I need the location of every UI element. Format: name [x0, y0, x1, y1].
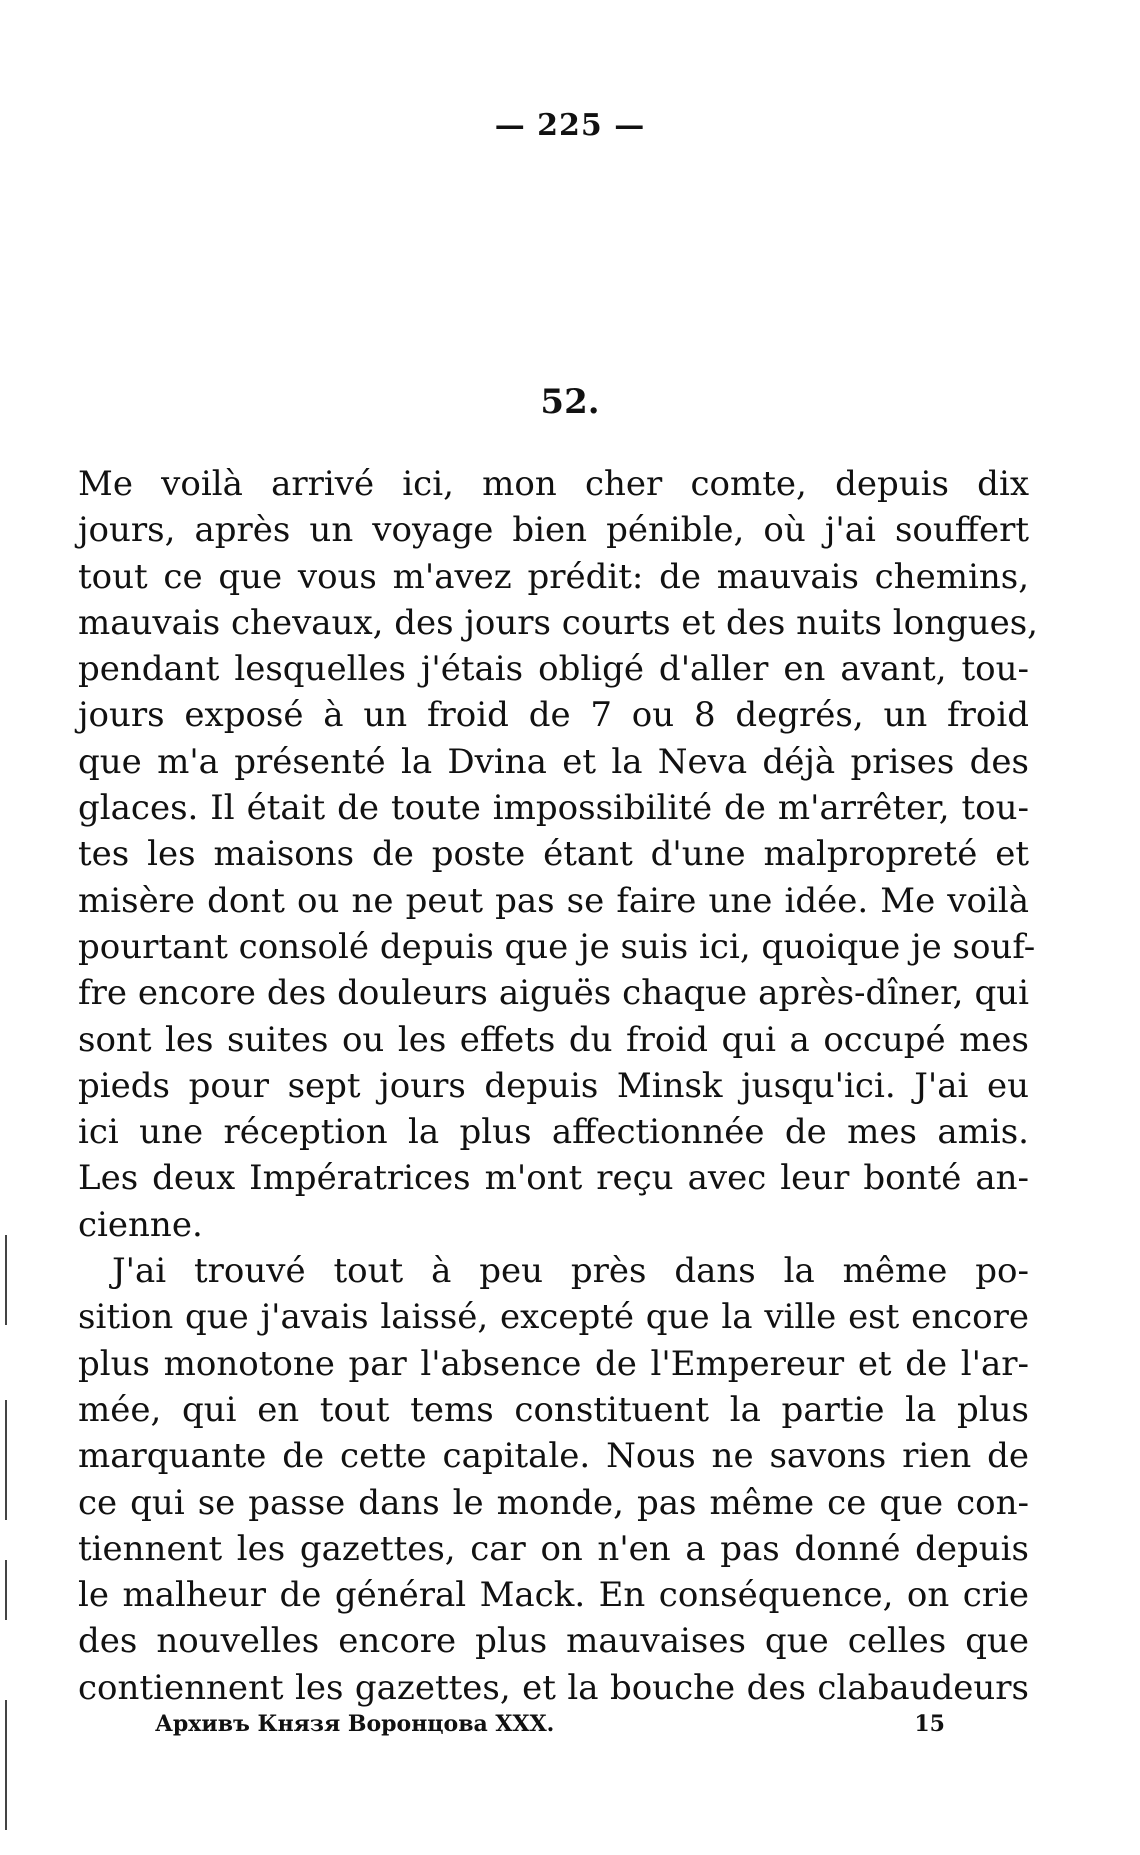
- text-line: Me voilà arrivé ici, mon cher comte, depuis dix: [78, 464, 1029, 504]
- letter-body: [78, 461, 1038, 1711]
- text-line: glaces. Il était de toute impossibilité de m'arrêter, tou-: [78, 788, 1029, 829]
- text-line: contiennent les gazettes, et la bouche des clabaudeurs: [78, 1667, 1029, 1708]
- page-number: — 225 —: [494, 108, 646, 143]
- text-line: pendant lesquelles j'étais obligé d'aller en avant, tou-: [78, 649, 1029, 690]
- text-line: que m'a présenté la Dvina et la Neva déjà prises des: [78, 741, 1029, 782]
- text-line: tiennent les gazettes, car on n'en a pas donné depuis: [78, 1528, 1029, 1569]
- text-line: tes les maisons de poste étant d'une malpropreté et: [78, 834, 1029, 875]
- binding-edge-mark: [5, 1700, 7, 1830]
- binding-edge-mark: [5, 1235, 7, 1325]
- archive-title: Архивъ Князя Воронцова XXX.: [155, 1711, 555, 1737]
- text-line: misère dont ou ne peut pas se faire une idée. Me voilà: [78, 880, 1029, 921]
- text-line: Les deux Impératrices m'ont reçu avec leur bonté an-: [78, 1158, 1029, 1199]
- text-line: fre encore des douleurs aiguës chaque après-dîner, qui: [78, 973, 1029, 1014]
- binding-edge-mark: [5, 1560, 7, 1620]
- text-line: jours, après un voyage bien pénible, où j'ai souffert: [78, 510, 1029, 551]
- text-line: le malheur de général Mack. En conséquence, on crie: [78, 1575, 1029, 1616]
- text-line: pourtant consolé depuis que je suis ici, quoique je souf-: [78, 926, 1036, 967]
- text-line: mauvais chevaux, des jours courts et des nuits longues,: [78, 602, 1038, 643]
- text-line: des nouvelles encore plus mauvaises que celles que: [78, 1621, 1029, 1662]
- text-line: ce qui se passe dans le monde, pas même ce que con-: [78, 1482, 1029, 1523]
- text-line: cienne.: [78, 1204, 203, 1245]
- text-line: mée, qui en tout tems constituent la partie la plus: [78, 1389, 1029, 1430]
- text-line: ici une réception la plus affectionnée de mes amis.: [78, 1112, 1029, 1153]
- text-line: sition que j'avais laissé, excepté que la ville est encore: [78, 1297, 1029, 1338]
- paragraph-start-line: J'ai trouvé tout à peu près dans la même po-: [112, 1251, 1029, 1292]
- binding-edge-mark: [5, 1400, 7, 1520]
- text-line: jours exposé à un froid de 7 ou 8 degrés, un froid: [78, 695, 1029, 736]
- text-line: pieds pour sept jours depuis Minsk jusqu'ici. J'ai eu: [78, 1065, 1029, 1106]
- text-line: plus monotone par l'absence de l'Empereur et de l'ar-: [78, 1343, 1029, 1384]
- sheet-number: 15: [914, 1711, 945, 1737]
- text-line: marquante de cette capitale. Nous ne savons rien de: [78, 1436, 1029, 1477]
- letter-number: 52.: [540, 382, 600, 422]
- text-line: sont les suites ou les effets du froid qui a occupé mes: [78, 1019, 1029, 1060]
- text-line: tout ce que vous m'avez prédit: de mauvais chemins,: [78, 556, 1029, 597]
